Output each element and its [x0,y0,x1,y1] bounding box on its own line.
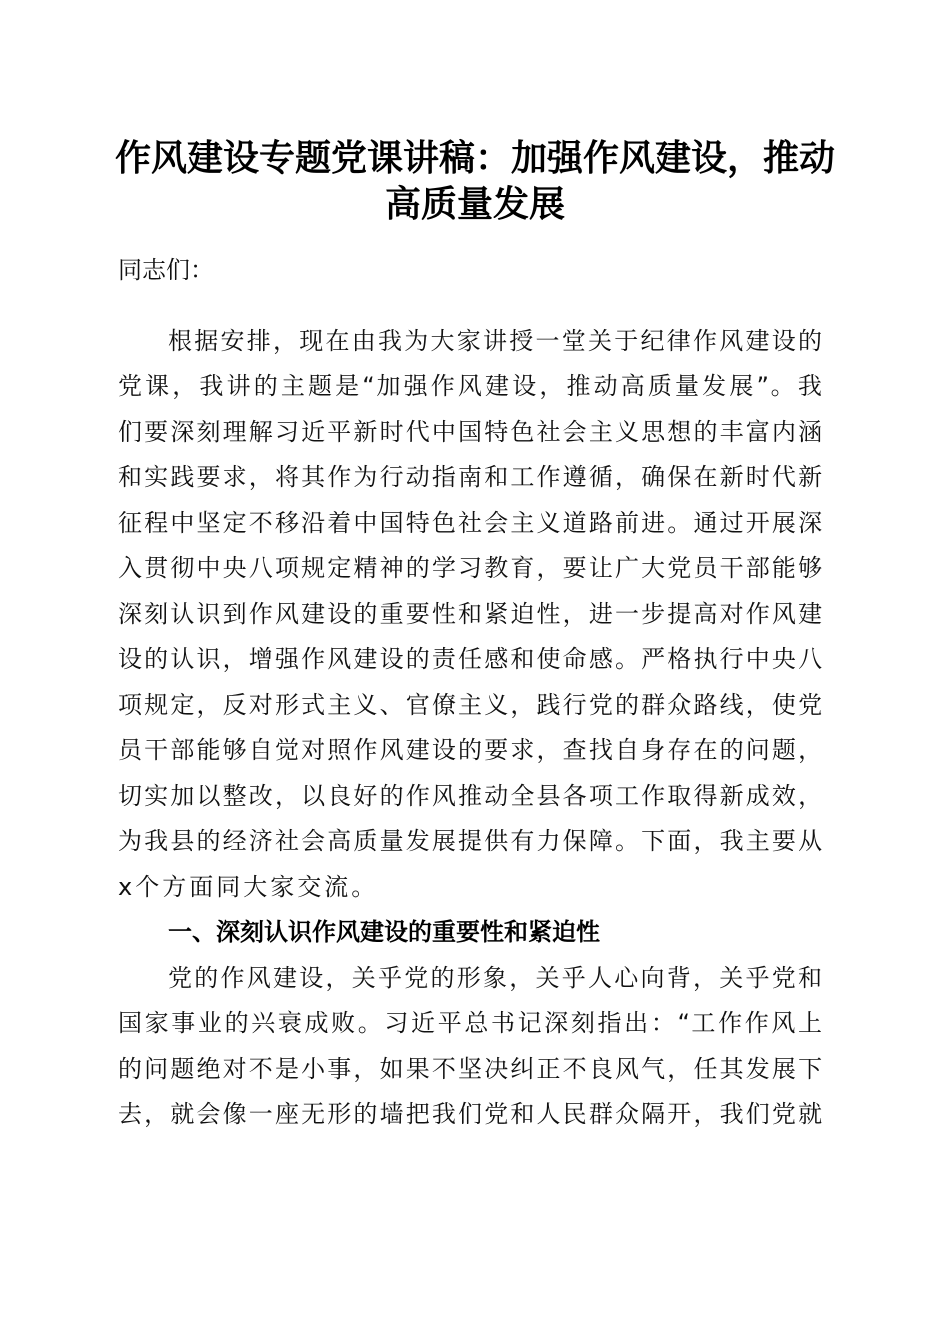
body-line: x个方面同大家交流。 [118,873,379,901]
title-line-2: 高质量发展 [384,183,565,225]
body-line: 们 要 深 刻 理 解 习 近 平 新 时 代 中 国 特 色 社 会 主 义 思 想 的 丰 富 内 涵 [118,418,823,446]
document-title [100,135,850,227]
section-line: 国 家 事 业 的 兴 衰 成 败 。 习 近 平 总 书 记 深 刻 指 出 ： “ 工 作 作 风 上 [118,1009,822,1037]
body-line: 设 的 认 识 ， 增 强 作 风 建 设 的 责 任 感 和 使 命 感 。 严 格 执 行 中 央 八 [118,645,823,673]
body-line: 党 课 ， 我 讲 的 主 题 是 “ 加 强 作 风 建 设 ， 推 动 高 质 量 发 展 ” 。 我 [118,372,822,400]
section-line: 的 问 题 绝 对 不 是 小 事 ， 如 果 不 坚 决 纠 正 不 良 风 气 ， 任 其 发 展 下 [118,1055,823,1083]
body-line: 深 刻 认 识 到 作 风 建 设 的 重 要 性 和 紧 迫 性 ， 进 一 步 提 高 对 作 风 建 [118,600,823,628]
body-line: 员 干 部 能 够 自 觉 对 照 作 风 建 设 的 要 求 ， 查 找 自 身 存 在 的 问 题 ， [118,736,823,764]
body-line: 入 贯 彻 中 央 八 项 规 定 精 神 的 学 习 教 育 ， 要 让 广 大 党 员 干 部 能 够 [118,554,823,582]
body-line: 切 实 加 以 整 改 ， 以 良 好 的 作 风 推 动 全 县 各 项 工 作 取 得 新 成 效 ， [118,782,823,810]
title-line-1: 作风建设专题党课讲稿：加强作风建设，推动 [114,137,835,179]
body-line: 项 规 定 ， 反 对 形 式 主 义 、 官 僚 主 义 ， 践 行 党 的 群 众 路 线 ， 使 党 [118,691,823,719]
section-line: 去 ， 就 会 像 一 座 无 形 的 墙 把 我 们 党 和 人 民 群 众 隔 开 ， 我 们 党 就 [118,1100,823,1128]
section-line: 党 的 作 风 建 设 ， 关 乎 党 的 形 象 ， 关 乎 人 心 向 背 ， 关 乎 党 和 [168,964,822,992]
body-line: 根 据 安 排 ， 现 在 由 我 为 大 家 讲 授 一 堂 关 于 纪 律 作 风 建 设 的 [168,327,822,355]
salutation: 同志们： [118,256,214,284]
section-heading: 一、深刻认识作风建设的重要性和紧迫性 [168,918,600,946]
body-line: 和 实 践 要 求 ， 将 其 作 为 行 动 指 南 和 工 作 遵 循 ， 确 保 在 新 时 代 新 [118,463,823,491]
body-line: 征 程 中 坚 定 不 移 沿 着 中 国 特 色 社 会 主 义 道 路 前 进 。 通 过 开 展 深 [118,509,823,537]
body-line: 为 我 县 的 经 济 社 会 高 质 量 发 展 提 供 有 力 保 障 。 下 面 ， 我 主 要 从 [118,827,823,855]
